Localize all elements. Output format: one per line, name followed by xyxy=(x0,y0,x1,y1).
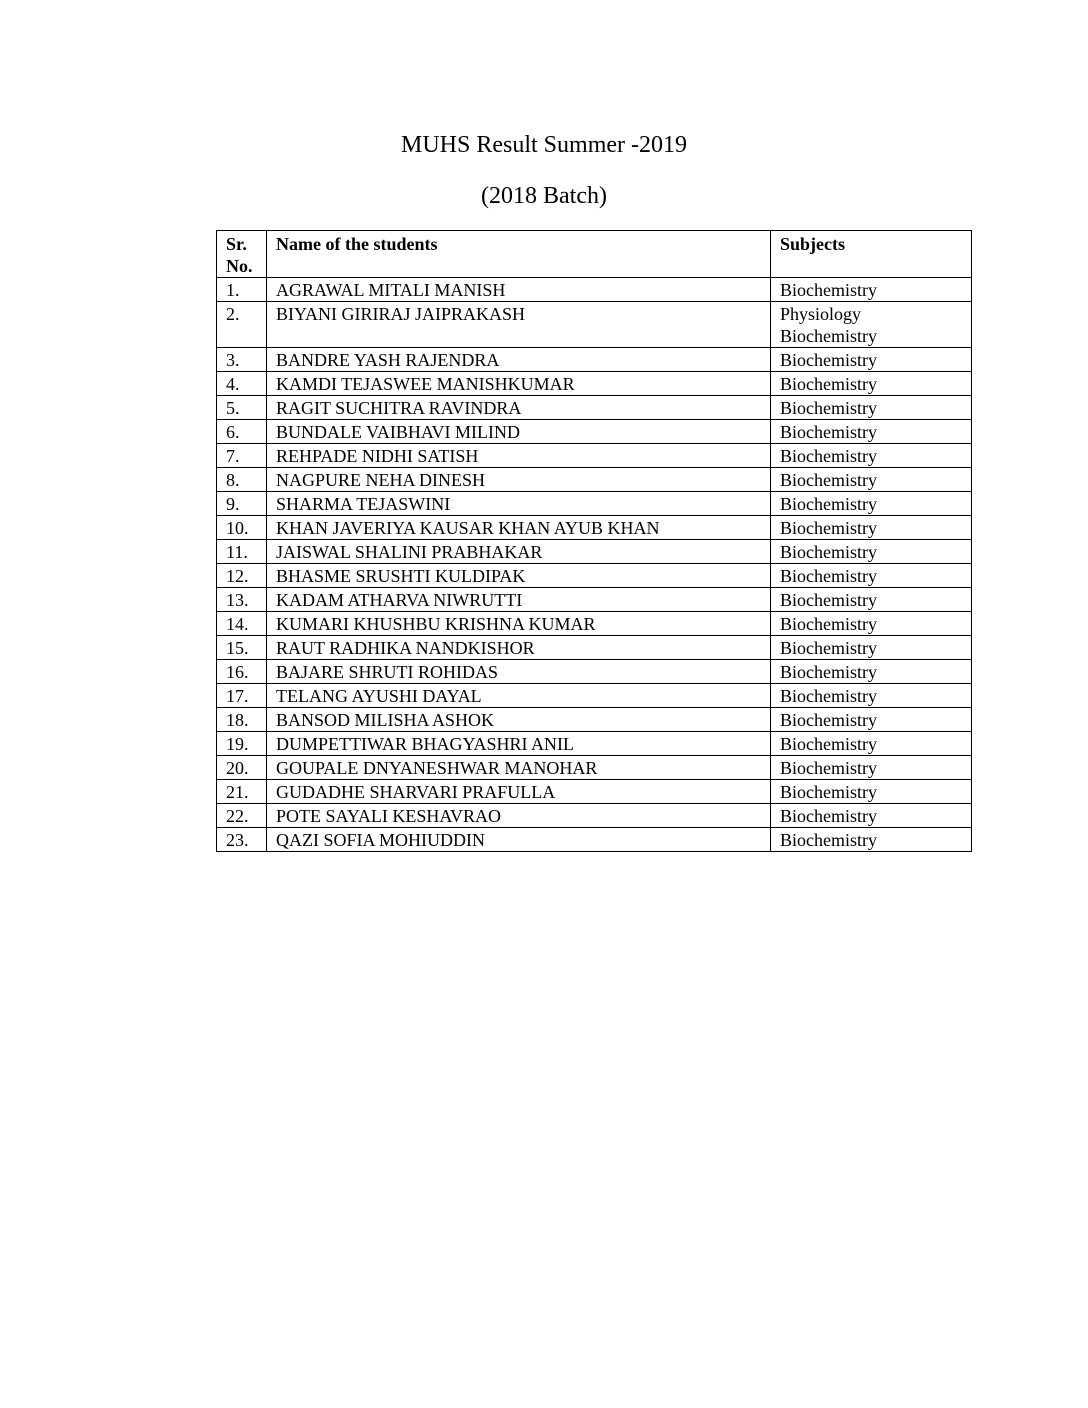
row-subjects xyxy=(771,588,972,612)
header-sr-no xyxy=(217,231,267,278)
row-student-name: DUMPETTIWAR BHAGYASHRI ANIL xyxy=(267,732,771,756)
subject-entry: Biochemistry xyxy=(780,782,877,802)
subject-entry: Biochemistry xyxy=(780,710,877,730)
table-row xyxy=(217,660,972,684)
subject-entry: Biochemistry xyxy=(780,350,877,370)
row-subjects xyxy=(771,396,972,420)
row-subjects xyxy=(771,804,972,828)
row-subjects xyxy=(771,468,972,492)
row-subjects xyxy=(771,444,972,468)
row-student-name: KHAN JAVERIYA KAUSAR KHAN AYUB KHAN xyxy=(267,516,771,540)
table-row xyxy=(217,420,972,444)
subject-entry: Biochemistry xyxy=(780,280,877,300)
row-sr-no: 10. xyxy=(217,516,267,540)
subject-entry: Biochemistry xyxy=(780,614,877,634)
row-sr-no: 5. xyxy=(217,396,267,420)
document-subtitle: (2018 Batch) xyxy=(481,183,607,209)
subject-entry: Biochemistry xyxy=(780,830,877,850)
table-row xyxy=(217,302,972,348)
row-student-name: BANSOD MILISHA ASHOK xyxy=(267,708,771,732)
row-student-name: GOUPALE DNYANESHWAR MANOHAR xyxy=(267,756,771,780)
header-sr-line2: No. xyxy=(226,256,253,276)
row-student-name: BIYANI GIRIRAJ JAIPRAKASH xyxy=(267,302,771,348)
row-subjects xyxy=(771,732,972,756)
row-sr-no: 1. xyxy=(217,278,267,302)
row-student-name: TELANG AYUSHI DAYAL xyxy=(267,684,771,708)
table-row xyxy=(217,564,972,588)
results-table-body xyxy=(217,278,972,852)
row-sr-no: 18. xyxy=(217,708,267,732)
subject-entry: Biochemistry xyxy=(780,470,877,490)
subject-entry: Biochemistry xyxy=(780,326,877,346)
row-student-name: NAGPURE NEHA DINESH xyxy=(267,468,771,492)
subject-entry: Biochemistry xyxy=(780,398,877,418)
row-subjects xyxy=(771,302,972,348)
table-row xyxy=(217,684,972,708)
subject-entry: Biochemistry xyxy=(780,446,877,466)
row-sr-no: 19. xyxy=(217,732,267,756)
row-subjects xyxy=(771,708,972,732)
row-sr-no: 21. xyxy=(217,780,267,804)
subject-entry: Biochemistry xyxy=(780,374,877,394)
subject-entry: Biochemistry xyxy=(780,638,877,658)
table-row xyxy=(217,468,972,492)
row-sr-no: 8. xyxy=(217,468,267,492)
row-sr-no: 20. xyxy=(217,756,267,780)
row-subjects xyxy=(771,492,972,516)
subject-entry: Biochemistry xyxy=(780,758,877,778)
row-subjects xyxy=(771,516,972,540)
row-sr-no: 2. xyxy=(217,302,267,348)
row-sr-no: 12. xyxy=(217,564,267,588)
row-sr-no: 11. xyxy=(217,540,267,564)
table-row xyxy=(217,756,972,780)
table-row xyxy=(217,492,972,516)
table-row xyxy=(217,708,972,732)
row-sr-no: 9. xyxy=(217,492,267,516)
row-subjects xyxy=(771,420,972,444)
header-sr-line1: Sr. xyxy=(226,234,247,254)
row-subjects xyxy=(771,278,972,302)
row-student-name: RAGIT SUCHITRA RAVINDRA xyxy=(267,396,771,420)
row-sr-no: 22. xyxy=(217,804,267,828)
table-row xyxy=(217,804,972,828)
table-row xyxy=(217,516,972,540)
row-subjects xyxy=(771,684,972,708)
row-subjects xyxy=(771,348,972,372)
table-row xyxy=(217,278,972,302)
row-student-name: REHPADE NIDHI SATISH xyxy=(267,444,771,468)
row-sr-no: 13. xyxy=(217,588,267,612)
row-sr-no: 7. xyxy=(217,444,267,468)
table-row xyxy=(217,372,972,396)
subject-entry: Biochemistry xyxy=(780,422,877,442)
table-row xyxy=(217,828,972,852)
subject-entry: Biochemistry xyxy=(780,686,877,706)
subject-entry: Biochemistry xyxy=(780,662,877,682)
table-row xyxy=(217,444,972,468)
subject-entry: Physiology xyxy=(780,304,862,324)
table-row xyxy=(217,540,972,564)
table-row xyxy=(217,780,972,804)
document-title: MUHS Result Summer -2019 xyxy=(400,132,687,158)
row-subjects xyxy=(771,660,972,684)
row-subjects xyxy=(771,780,972,804)
row-subjects xyxy=(771,540,972,564)
row-subjects xyxy=(771,564,972,588)
table-row xyxy=(217,732,972,756)
subject-entry: Biochemistry xyxy=(780,542,877,562)
subject-entry: Biochemistry xyxy=(780,590,877,610)
row-subjects xyxy=(771,828,972,852)
row-subjects xyxy=(771,756,972,780)
subject-entry: Biochemistry xyxy=(780,806,877,826)
row-subjects xyxy=(771,372,972,396)
subject-entry: Biochemistry xyxy=(780,566,877,586)
row-subjects xyxy=(771,612,972,636)
row-student-name: GUDADHE SHARVARI PRAFULLA xyxy=(267,780,771,804)
row-student-name: RAUT RADHIKA NANDKISHOR xyxy=(267,636,771,660)
table-row xyxy=(217,396,972,420)
results-table-header xyxy=(217,231,972,278)
row-student-name: POTE SAYALI KESHAVRAO xyxy=(267,804,771,828)
row-student-name: BANDRE YASH RAJENDRA xyxy=(267,348,771,372)
results-table xyxy=(216,230,972,852)
row-sr-no: 16. xyxy=(217,660,267,684)
subject-entry: Biochemistry xyxy=(780,494,877,514)
row-student-name: BHASME SRUSHTI KULDIPAK xyxy=(267,564,771,588)
row-student-name: KAMDI TEJASWEE MANISHKUMAR xyxy=(267,372,771,396)
row-student-name: QAZI SOFIA MOHIUDDIN xyxy=(267,828,771,852)
table-row xyxy=(217,588,972,612)
row-student-name: BAJARE SHRUTI ROHIDAS xyxy=(267,660,771,684)
row-sr-no: 23. xyxy=(217,828,267,852)
table-row xyxy=(217,348,972,372)
row-student-name: BUNDALE VAIBHAVI MILIND xyxy=(267,420,771,444)
row-sr-no: 4. xyxy=(217,372,267,396)
row-student-name: JAISWAL SHALINI PRABHAKAR xyxy=(267,540,771,564)
row-student-name: KADAM ATHARVA NIWRUTTI xyxy=(267,588,771,612)
row-sr-no: 17. xyxy=(217,684,267,708)
table-row xyxy=(217,636,972,660)
row-student-name: AGRAWAL MITALI MANISH xyxy=(267,278,771,302)
table-row xyxy=(217,612,972,636)
row-sr-no: 6. xyxy=(217,420,267,444)
row-sr-no: 15. xyxy=(217,636,267,660)
row-subjects xyxy=(771,636,972,660)
row-sr-no: 3. xyxy=(217,348,267,372)
header-row xyxy=(217,231,972,278)
subject-entry: Biochemistry xyxy=(780,734,877,754)
header-student-name: Name of the students xyxy=(267,231,771,278)
header-subjects: Subjects xyxy=(771,231,972,278)
row-student-name: KUMARI KHUSHBU KRISHNA KUMAR xyxy=(267,612,771,636)
row-student-name: SHARMA TEJASWINI xyxy=(267,492,771,516)
subject-entry: Biochemistry xyxy=(780,518,877,538)
row-sr-no: 14. xyxy=(217,612,267,636)
